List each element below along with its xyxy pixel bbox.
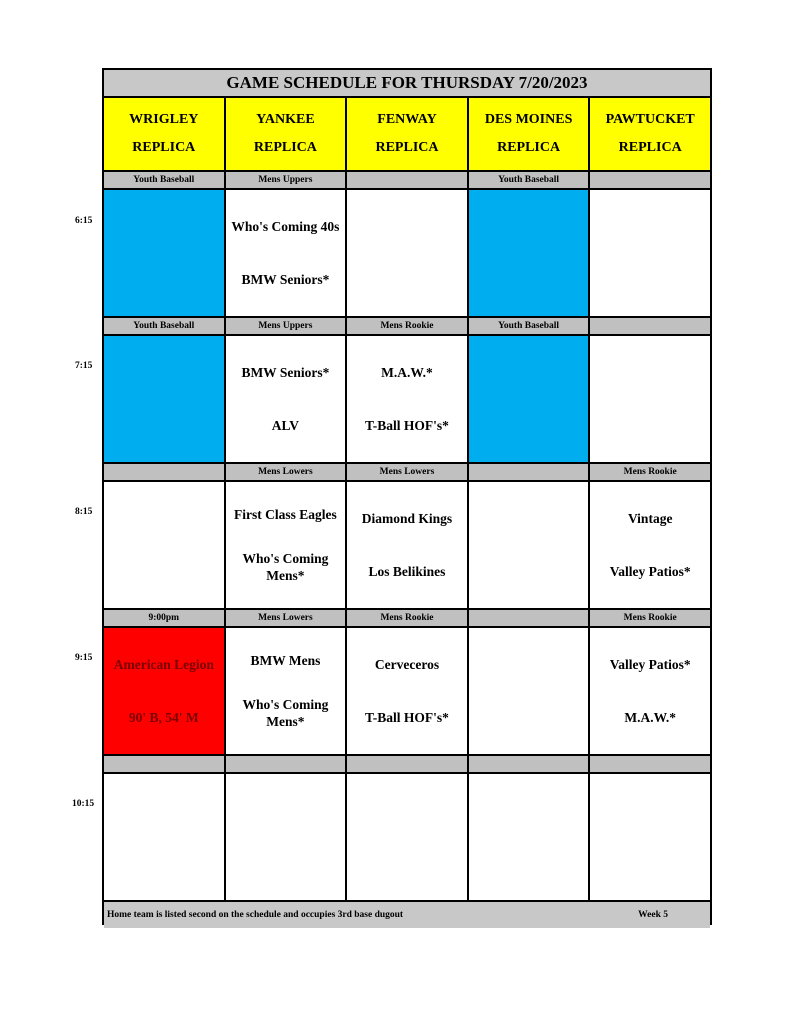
division-label: Mens Lowers bbox=[347, 464, 467, 480]
home-team: Valley Patios* bbox=[609, 564, 691, 579]
division-label: Mens Lowers bbox=[226, 610, 346, 626]
game-cell bbox=[226, 774, 346, 900]
division-label: Mens Rookie bbox=[347, 610, 467, 626]
division-label bbox=[469, 610, 589, 626]
page-title: GAME SCHEDULE FOR THURSDAY 7/20/2023 bbox=[104, 70, 710, 96]
home-team: ALV bbox=[271, 418, 300, 433]
division-label: Youth Baseball bbox=[469, 172, 589, 188]
away-team: Valley Patios* bbox=[609, 657, 691, 672]
division-label: Youth Baseball bbox=[104, 172, 224, 188]
division-label bbox=[347, 756, 467, 772]
field-type: REPLICA bbox=[253, 140, 317, 155]
away-team: M.A.W.* bbox=[381, 365, 433, 380]
division-label bbox=[104, 464, 224, 480]
game-cell bbox=[226, 190, 346, 316]
division-label bbox=[104, 756, 224, 772]
division-label: Youth Baseball bbox=[469, 318, 589, 334]
game-cell bbox=[590, 774, 710, 900]
field-name: WRIGLEY bbox=[129, 112, 199, 127]
time-label: 7:15 bbox=[75, 361, 93, 371]
division-label: Mens Rookie bbox=[590, 610, 710, 626]
game-cell bbox=[590, 190, 710, 316]
field-header-pawtucket bbox=[590, 98, 710, 170]
division-label bbox=[469, 756, 589, 772]
field-header-des-moines bbox=[469, 98, 589, 170]
game-cell bbox=[590, 336, 710, 462]
division-label: Mens Uppers bbox=[226, 318, 346, 334]
away-team: Vintage bbox=[627, 511, 673, 526]
game-cell bbox=[226, 482, 346, 608]
game-cell bbox=[104, 482, 224, 608]
game-cell bbox=[104, 774, 224, 900]
game-cell bbox=[590, 482, 710, 608]
division-label: Mens Uppers bbox=[226, 172, 346, 188]
home-team: 90' B, 54' M bbox=[128, 710, 199, 725]
home-team: M.A.W.* bbox=[624, 710, 676, 725]
division-label bbox=[590, 756, 710, 772]
field-header-yankee bbox=[226, 98, 346, 170]
time-label: 9:15 bbox=[75, 653, 93, 663]
footer-bar bbox=[104, 902, 710, 928]
game-cell bbox=[347, 190, 467, 316]
division-label: Mens Rookie bbox=[347, 318, 467, 334]
game-cell bbox=[347, 774, 467, 900]
division-label: Youth Baseball bbox=[104, 318, 224, 334]
division-label: Mens Rookie bbox=[590, 464, 710, 480]
home-team: T-Ball HOF's* bbox=[365, 418, 449, 433]
time-label: 10:15 bbox=[72, 799, 95, 809]
field-name: FENWAY bbox=[377, 112, 437, 127]
field-name: YANKEE bbox=[256, 112, 315, 127]
away-team: Cerveceros bbox=[374, 657, 440, 672]
game-cell bbox=[469, 774, 589, 900]
game-cell bbox=[347, 482, 467, 608]
home-team: Who's Coming Mens* bbox=[242, 551, 329, 584]
game-cell bbox=[469, 336, 589, 462]
game-cell bbox=[104, 628, 224, 754]
division-label: 9:00pm bbox=[104, 610, 224, 626]
home-team: Los Belikines bbox=[368, 564, 446, 579]
game-cell bbox=[226, 628, 346, 754]
game-cell bbox=[469, 190, 589, 316]
game-cell bbox=[590, 628, 710, 754]
game-cell bbox=[469, 628, 589, 754]
division-label bbox=[347, 172, 467, 188]
division-label bbox=[590, 318, 710, 334]
time-label: 8:15 bbox=[75, 507, 93, 517]
away-team: BMW Seniors* bbox=[241, 365, 330, 380]
field-header-wrigley bbox=[104, 98, 224, 170]
away-team: BMW Mens bbox=[250, 652, 321, 668]
schedule-table bbox=[102, 68, 712, 925]
field-type: REPLICA bbox=[497, 140, 561, 155]
away-team: Who's Coming 40s bbox=[231, 219, 340, 234]
field-type: REPLICA bbox=[375, 140, 439, 155]
division-label bbox=[469, 464, 589, 480]
game-cell bbox=[347, 336, 467, 462]
field-type: REPLICA bbox=[132, 140, 196, 155]
field-header-fenway bbox=[347, 98, 467, 170]
footer-note: Home team is listed second on the schedule and occupies 3rd base dugout bbox=[107, 910, 404, 920]
week-label: Week 5 bbox=[638, 910, 668, 920]
home-team: Who's Coming Mens* bbox=[242, 697, 329, 730]
away-team: First Class Eagles bbox=[234, 506, 337, 522]
away-team: Diamond Kings bbox=[361, 511, 453, 526]
time-label: 6:15 bbox=[75, 216, 93, 226]
game-cell bbox=[347, 628, 467, 754]
game-cell bbox=[226, 336, 346, 462]
division-label bbox=[226, 756, 346, 772]
field-name: DES MOINES bbox=[484, 112, 573, 127]
away-team: American Legion bbox=[113, 657, 214, 672]
division-label bbox=[590, 172, 710, 188]
division-label: Mens Lowers bbox=[226, 464, 346, 480]
home-team: T-Ball HOF's* bbox=[365, 710, 449, 725]
game-cell bbox=[469, 482, 589, 608]
field-type: REPLICA bbox=[618, 140, 682, 155]
home-team: BMW Seniors* bbox=[241, 272, 330, 287]
field-name: PAWTUCKET bbox=[605, 112, 695, 127]
game-cell bbox=[104, 190, 224, 316]
game-cell bbox=[104, 336, 224, 462]
